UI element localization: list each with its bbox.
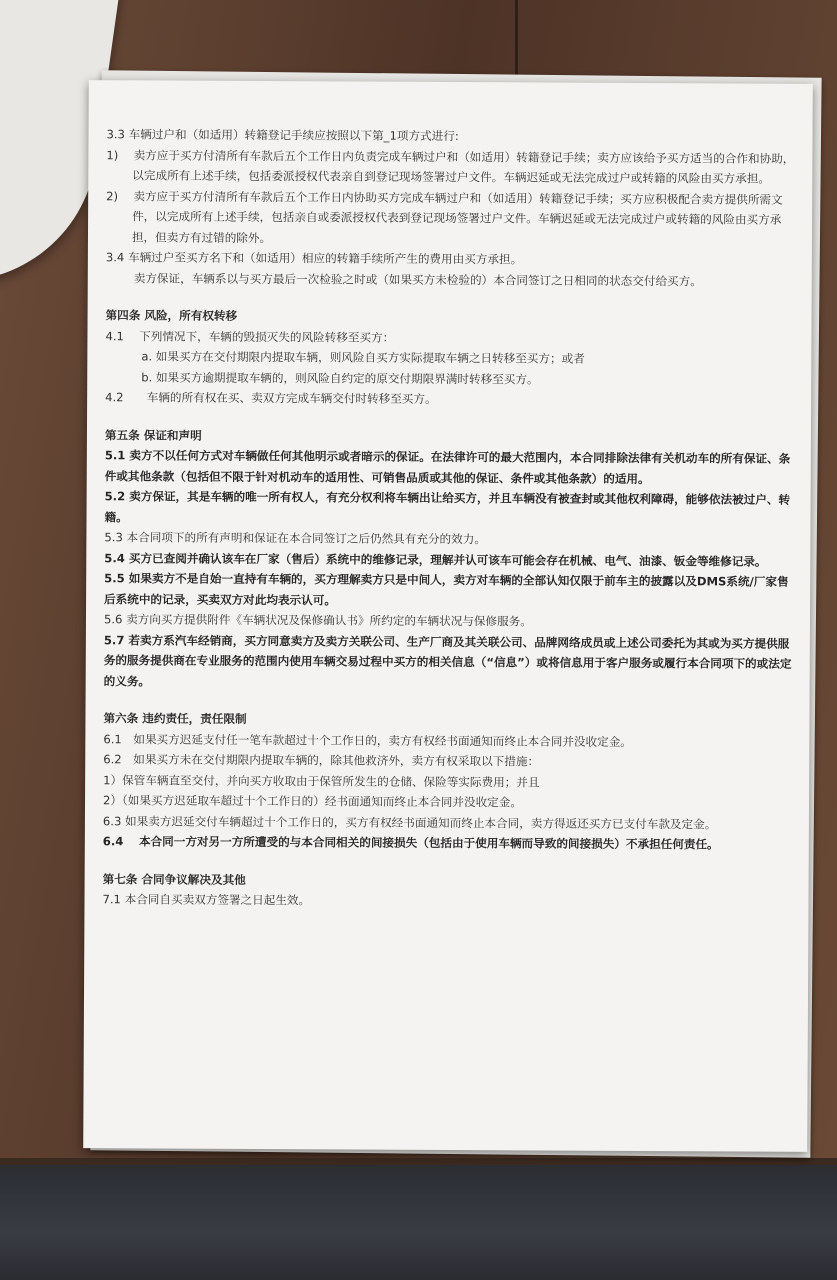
clause-5-7: 5.7 若卖方系汽车经销商，买方同意卖方及卖方关联公司、生产厂商及其关联公司、品牌网络成员或上述公司委托为其或为买方提供服务的服务提供商在专业服务的范围内使用车辆交易过程中买方的相关信息（“信息”）或将信息用于客户服务或履行本合同项下的或法定的义务。 <box>103 632 792 688</box>
clause-6-2: 6.2 如果买方未在交付期限内提取车辆的，除其他救济外，卖方有权采取以下措施： <box>103 752 540 769</box>
clause-3-4-guarantee: 卖方保证，车辆系以与买方最后一次检验之时或（如果买方未检验的）本合同签订之日相同的状态交付给买方。 <box>133 270 702 288</box>
contract-text <box>102 124 796 913</box>
clause-7-1: 7.1 本合同自买卖双方签署之日起生效。 <box>102 892 311 908</box>
contract-page <box>83 80 813 1152</box>
article-7-heading: 第七条 合同争议解决及其他 <box>102 871 246 887</box>
clause-6-1: 6.1 如果买方迟延支付任一笔车款超过十个工作日的，卖方有权经书面通知而终止本合同并没收定金。 <box>103 731 632 749</box>
clause-4-1-a: a. 如果买方在交付期限内提取车辆，则风险自买方实际提取车辆之日转移至买方；或者 <box>141 349 585 366</box>
clause-4-2: 4.2 车辆的所有权在买、卖双方完成车辆交付时转移至买方。 <box>105 390 437 406</box>
clause-6-2-item-2: 2）（如果买方迟延取车超过十个工作日的）经书面通知而终止本合同并没收定金。 <box>102 793 523 810</box>
floor <box>0 1165 837 1280</box>
clause-3-4: 3.4 车辆过户至买方名下和（如适用）相应的转籍手续所产生的费用由买方承担。 <box>105 250 523 267</box>
clause-5-2: 5.2 卖方保证，其是车辆的唯一所有权人，有充分权利将车辆出让给买方，并且车辆没有被查封或其他权利障碍，能够依法被过户、转籍。 <box>104 489 791 524</box>
clause-5-5: 5.5 如果卖方不是自始一直持有车辆的，买方理解卖方只是中间人，卖方对车辆的全部认知仅限于前车主的披露以及DMS系统/厂家售后系统中的记录，买卖双方对此均表示认可。 <box>104 571 789 607</box>
clause-5-1: 5.1 卖方不以任何方式对车辆做任何其他明示或者暗示的保证。在法律许可的最大范围内，本合同排除法律有关机动车的所有保证、条件或其他条款（包括但不限于针对机动车的适用性、可销售品质或其他的保证、条件或其他条款）的适用。 <box>104 448 791 486</box>
clause-3-3-option-2: 2) 卖方应于买方付清所有车款后五个工作日内协助买方完成车辆过户和（如适用）转籍登记手续；买方应积极配合卖方提供所需文件，以完成所有上述手续，包括亲自或委派授权代表到登记现场签署过户文件。车辆迟延或无法完成过户或转籍的风险由买方承担，但卖方有过错的除外。 <box>106 188 783 245</box>
clause-5-3: 5.3 本合同项下的所有声明和保证在本合同签订之后仍然具有充分的效力。 <box>104 530 486 547</box>
clause-3-3-option-1: 1) 卖方应于买方付清所有车款后五个工作日内负责完成车辆过户和（如适用）转籍登记手续；卖方应该给予买方适当的合作和协助，以完成所有上述手续，包括委派授权代表亲自到登记现场签署过户文件。车辆迟延或无法完成过户或转籍的风险由买方承担。 <box>106 147 795 186</box>
article-5-heading: 第五条 保证和声明 <box>104 427 202 443</box>
clause-6-3: 6.3 如果卖方迟延交付车辆超过十个工作日的，买方有权经书面通知而终止本合同，卖方得返还买方已支付车款及定金。 <box>102 813 717 831</box>
clause-4-1: 4.1 下列情况下，车辆的毁损灭失的风险转移至买方： <box>105 328 395 345</box>
clause-5-6: 5.6 卖方向买方提供附件《车辆状况及保修确认书》所约定的车辆状况与保修服务。 <box>103 612 532 629</box>
article-6-heading: 第六条 违约责任，责任限制 <box>103 711 247 726</box>
clause-3-3: 3.3 车辆过户和（如适用）转籍登记手续应按照以下第_1项方式进行: <box>106 127 459 144</box>
clause-6-4: 6.4 本合同一方对另一方所遭受的与本合同相关的间接损失（包括由于使用车辆而导致的间接损失）不承担任何责任。 <box>102 834 719 852</box>
clause-5-4: 5.4 买方已查阅并确认该车在厂家（售后）系统中的维修记录，理解并认可该车可能会存在机械、电气、油漆、钣金等维修记录。 <box>104 550 767 569</box>
article-4-heading: 第四条 风险，所有权转移 <box>105 308 238 323</box>
clause-4-1-b: b. 如果买方逾期提取车辆的，则风险自约定的原交付期限界满时转移至买方。 <box>141 369 539 386</box>
clause-6-2-item-1: 1）保管车辆直至交付，并向买方收取由于保管所发生的仓储、保险等实际费用；并且 <box>103 772 540 789</box>
